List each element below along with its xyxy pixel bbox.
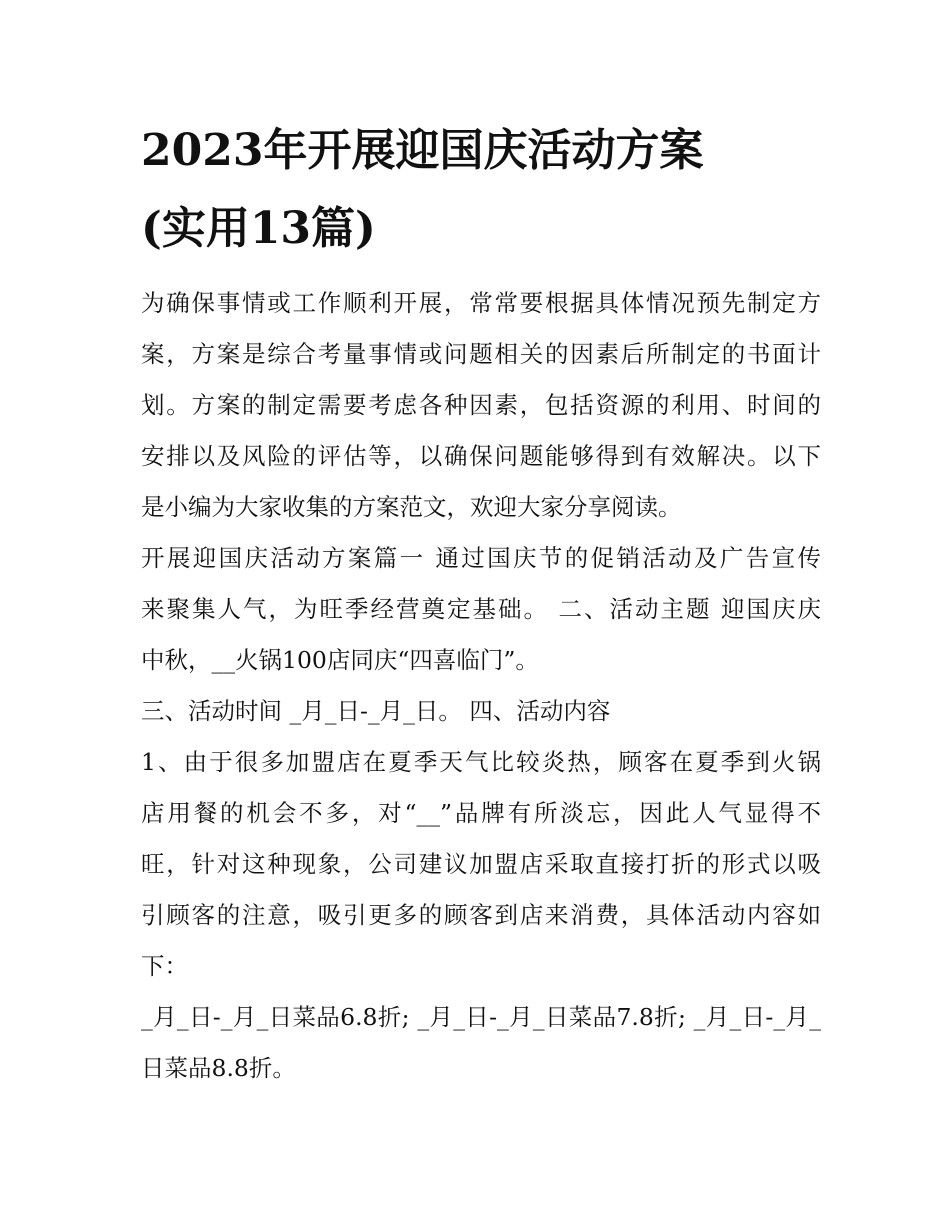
paragraph-line: 旺，针对这种现象，公司建议加盟店采取直接打折的形式以吸 bbox=[141, 850, 821, 878]
section-paragraph bbox=[141, 686, 821, 737]
paragraph-line: 来聚集人气，为旺季经营奠定基础。 二、活动主题 迎国庆庆 bbox=[141, 595, 821, 623]
paragraph-line: 中秋，__火锅100店同庆“四喜临门”。 bbox=[141, 646, 539, 674]
section-paragraph bbox=[141, 737, 821, 992]
title-line: 2023年开展迎国庆活动方案 bbox=[141, 125, 704, 176]
paragraph-line: 下： bbox=[141, 952, 188, 980]
title-line: (实用13篇) bbox=[141, 203, 376, 254]
paragraph-line: _月_日-_月_日菜品6.8折; _月_日-_月_日菜品7.8折; _月_日-_月_ bbox=[141, 1003, 821, 1031]
paragraph-line: 1、由于很多加盟店在夏季天气比较炎热，顾客在夏季到火锅 bbox=[141, 748, 821, 776]
paragraph-line: 是小编为大家收集的方案范文，欢迎大家分享阅读。 bbox=[141, 493, 682, 521]
paragraph-line: 店用餐的机会不多，对“__”品牌有所淡忘，因此人气显得不 bbox=[141, 799, 821, 827]
document-title bbox=[141, 112, 821, 268]
paragraph-line: 引顾客的注意，吸引更多的顾客到店来消费，具体活动内容如 bbox=[141, 901, 821, 929]
paragraph-line: 划。方案的制定需要考虑各种因素，包括资源的利用、时间的 bbox=[141, 391, 821, 419]
section-paragraph bbox=[141, 533, 821, 686]
paragraph-line: 三、活动时间 _月_日-_月_日。 四、活动内容 bbox=[141, 697, 611, 725]
section-paragraph bbox=[141, 992, 821, 1094]
paragraph-line: 日菜品8.8折。 bbox=[141, 1054, 296, 1082]
paragraph-line: 案，方案是综合考量事情或问题相关的因素后所制定的书面计 bbox=[141, 340, 821, 368]
intro-paragraph bbox=[141, 278, 821, 533]
document-page bbox=[141, 112, 821, 1094]
paragraph-line: 安排以及风险的评估等，以确保问题能够得到有效解决。以下 bbox=[141, 442, 821, 470]
paragraph-line: 为确保事情或工作顺利开展，常常要根据具体情况预先制定方 bbox=[141, 289, 821, 317]
paragraph-line: 开展迎国庆活动方案篇一 通过国庆节的促销活动及广告宣传 bbox=[141, 544, 821, 572]
